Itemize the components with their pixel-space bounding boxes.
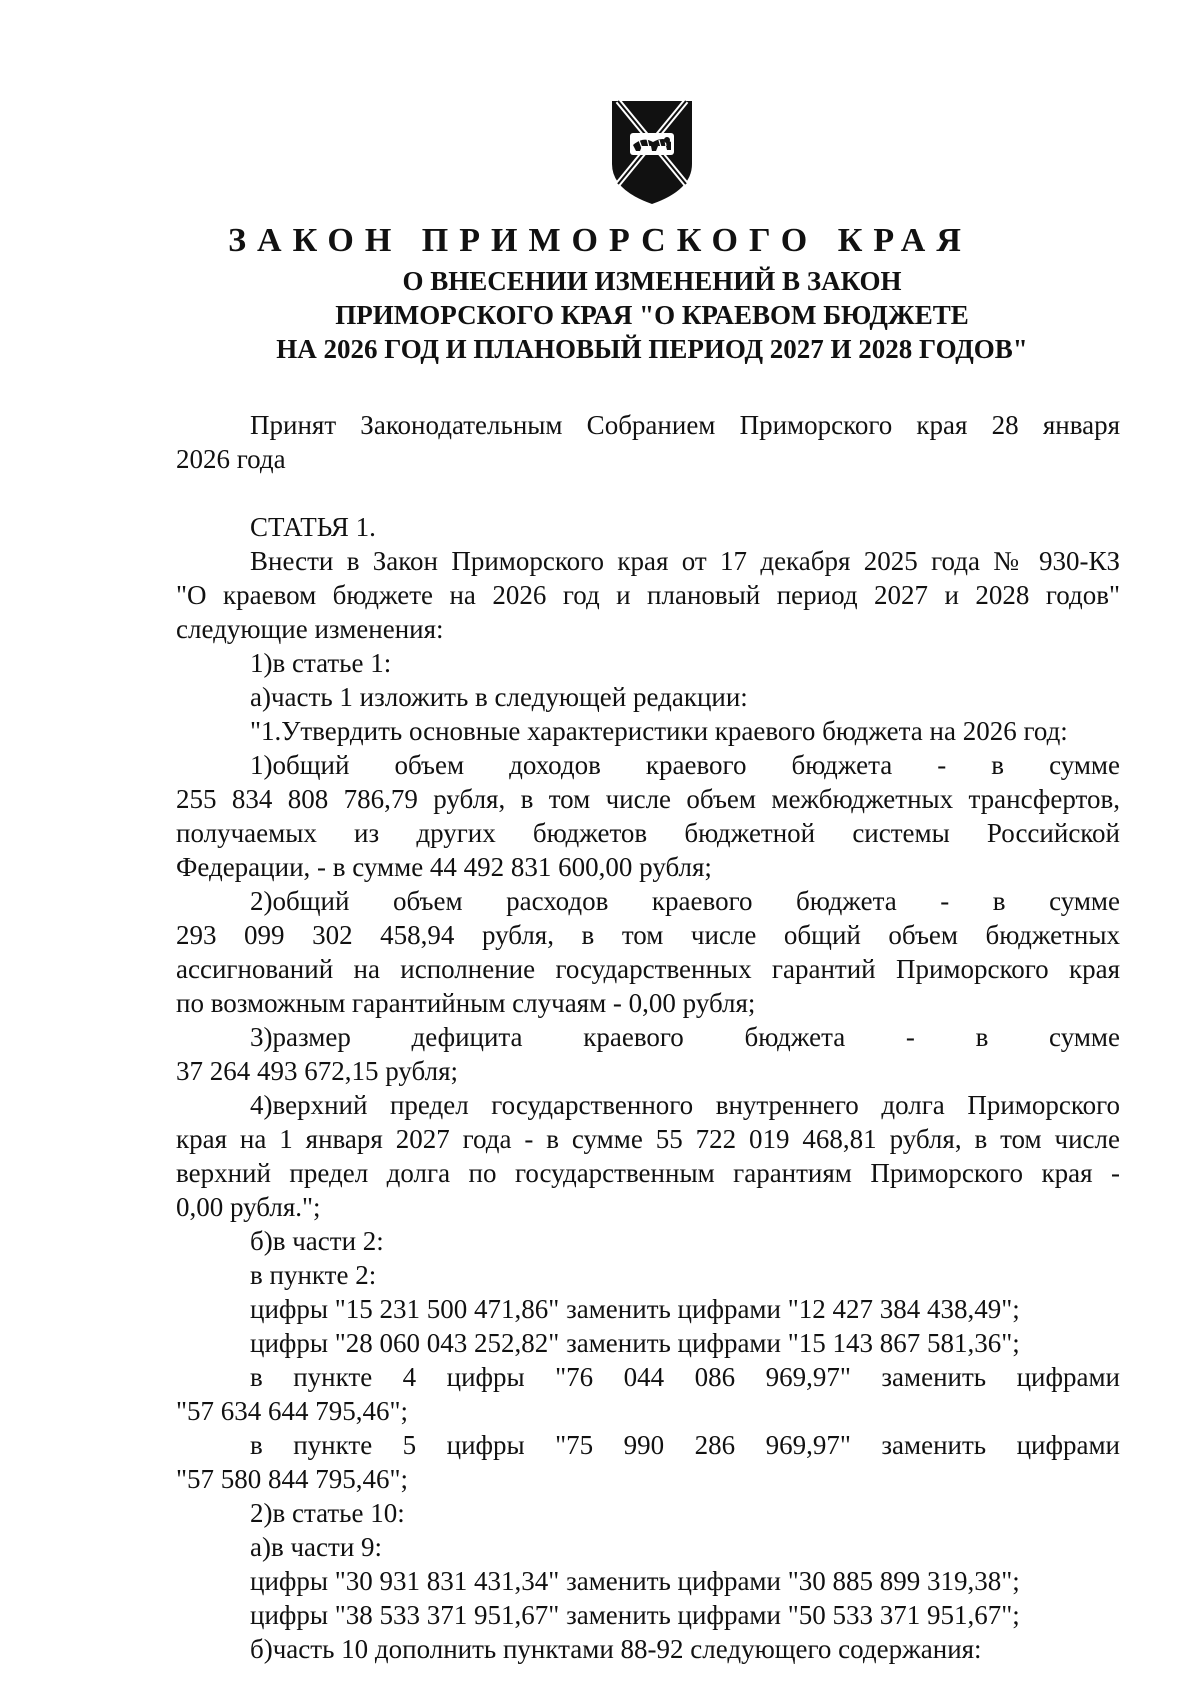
expense-line-3: ассигнований на исполнение государственных гарантий Приморского края [176, 954, 1120, 984]
intro-line-2: "О краевом бюджете на 2026 год и плановый период 2027 и 2028 годов" [176, 580, 1120, 610]
item-2a: а)в части 9: [250, 1532, 383, 1562]
expense-line-2: 293 099 302 458,94 рубля, в том числе общий объем бюджетных [176, 920, 1120, 950]
expense-line-1: 2)общий объем расходов краевого бюджета - в сумме [250, 886, 1120, 916]
debt-line-3: верхний предел долга по государственным гарантиям Приморского края - [176, 1158, 1120, 1188]
intro-line-3: следующие изменения: [176, 614, 444, 644]
intro-line-1: Внести в Закон Приморского края от 17 декабря 2025 года № 930-КЗ [250, 546, 1120, 576]
revenue-line-2: 255 834 808 786,79 рубля, в том числе объем межбюджетных трансфертов, [176, 784, 1120, 814]
item-1a: а)часть 1 изложить в следующей редакции: [250, 682, 748, 712]
debt-line-4: 0,00 рубля."; [176, 1192, 321, 1222]
primorsky-coat-of-arms-icon [609, 98, 695, 206]
item-2b: б)часть 10 дополнить пунктами 88-92 следующего содержания: [250, 1634, 982, 1664]
replacement-4: цифры "38 533 371 951,67" заменить цифрами "50 533 371 951,67"; [250, 1600, 1020, 1630]
adoption-line-1: Принят Законодательным Собранием Приморского края 28 января [250, 410, 1120, 440]
law-title: ЗАКОН ПРИМОРСКОГО КРАЯ [228, 222, 972, 259]
replacement-1: цифры "15 231 500 471,86" заменить цифрами "12 427 384 438,49"; [250, 1294, 1020, 1324]
subtitle-line-1: О ВНЕСЕНИИ ИЗМЕНЕНИЙ В ЗАКОН [402, 266, 902, 296]
debt-line-1: 4)верхний предел государственного внутреннего долга Приморского [250, 1090, 1120, 1120]
debt-line-2: края на 1 января 2027 года - в сумме 55 722 019 468,81 рубля, в том числе [176, 1124, 1120, 1154]
replacement-2: цифры "28 060 043 252,82" заменить цифрами "15 143 867 581,36"; [250, 1328, 1020, 1358]
replacement-3: цифры "30 931 831 431,34" заменить цифрами "30 885 899 319,38"; [250, 1566, 1020, 1596]
item-1: 1)в статье 1: [250, 648, 392, 678]
revenue-line-1: 1)общий объем доходов краевого бюджета - в сумме [250, 750, 1120, 780]
item-2: 2)в статье 10: [250, 1498, 405, 1528]
point-4-line-1: в пункте 4 цифры "76 044 086 969,97" заменить цифрами [250, 1362, 1120, 1392]
adoption-line-2: 2026 года [176, 444, 286, 474]
subtitle-line-3: НА 2026 ГОД И ПЛАНОВЫЙ ПЕРИОД 2027 И 2028 ГОДОВ" [276, 334, 1028, 364]
subtitle-line-2: ПРИМОРСКОГО КРАЯ "О КРАЕВОМ БЮДЖЕТЕ [335, 300, 969, 330]
point-5-line-2: "57 580 844 795,46"; [176, 1464, 409, 1494]
law-body [176, 408, 1120, 1666]
part-1-intro: "1.Утвердить основные характеристики краевого бюджета на 2026 год: [250, 716, 1068, 746]
item-1b: б)в части 2: [250, 1226, 384, 1256]
deficit-line-1: 3)размер дефицита краевого бюджета - в сумме [250, 1022, 1120, 1052]
revenue-line-4: Федерации, - в сумме 44 492 831 600,00 рубля; [176, 852, 712, 882]
point-5-line-1: в пункте 5 цифры "75 990 286 969,97" заменить цифрами [250, 1430, 1120, 1460]
deficit-line-2: 37 264 493 672,15 рубля; [176, 1056, 458, 1086]
article-heading: СТАТЬЯ 1. [250, 512, 376, 542]
expense-line-4: по возможным гарантийным случаям - 0,00 рубля; [176, 988, 756, 1018]
point-2-heading: в пункте 2: [250, 1260, 377, 1290]
point-4-line-2: "57 634 644 795,46"; [176, 1396, 409, 1426]
revenue-line-3: получаемых из других бюджетов бюджетной системы Российской [176, 818, 1120, 848]
